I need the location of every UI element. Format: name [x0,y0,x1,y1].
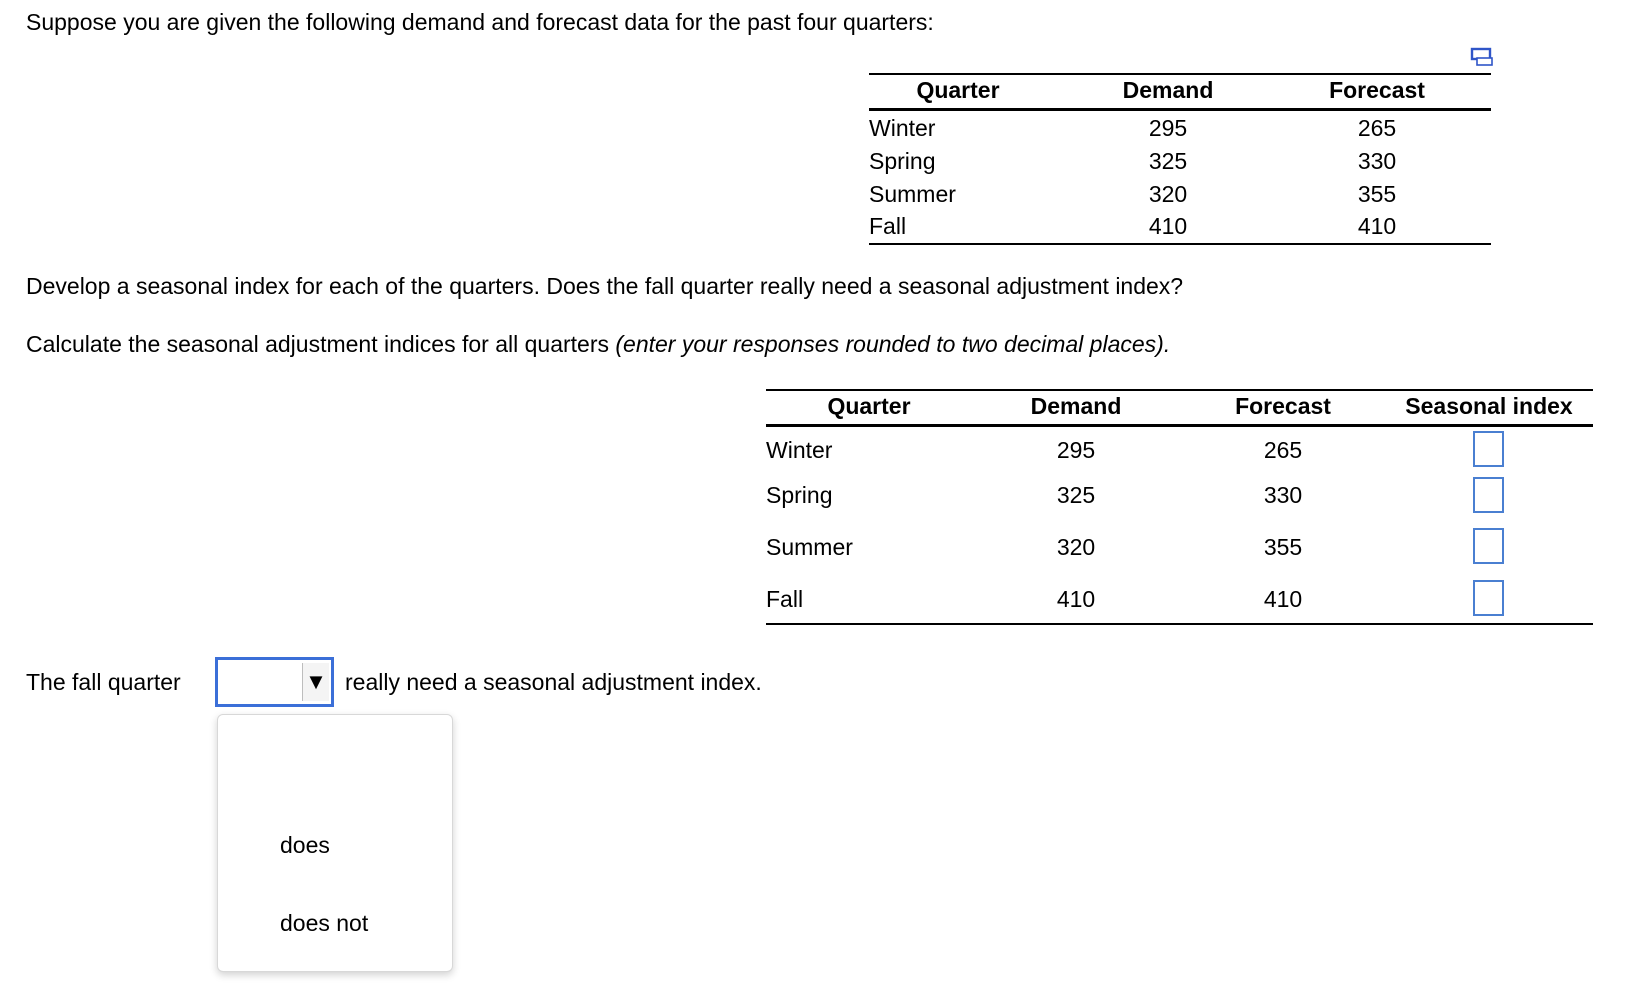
copy-table-icon[interactable] [1470,45,1494,69]
option-does[interactable]: does [280,832,330,858]
answer-header-demand: Demand [1030,393,1122,419]
answer-header-seasonal-index: Seasonal index [1405,393,1573,419]
given-header-forecast: Forecast [1329,77,1425,103]
answer-header-quarter: Quarter [827,393,911,419]
seasonal-index-input-spring[interactable] [1473,477,1504,513]
instruction-main: Calculate the seasonal adjustment indices for all quarters [26,331,616,357]
intro-text: Suppose you are given the following demand and forecast data for the past four quarters: [26,9,934,35]
fall-sentence-end: really need a seasonal adjustment index. [345,669,762,695]
given-data-table: Quarter Demand Forecast Winter 295 265 Spring 325 330 Summer 320 355 Fall 410 410 [869,73,1491,243]
option-does-not[interactable]: does not [280,910,369,936]
triangle-down-icon[interactable]: ▼ [302,663,329,701]
seasonal-index-table: Quarter Demand Forecast Seasonal index Winter 295 265 Spring 325 330 Summer 320 355 Fall 410 410 [766,389,1593,625]
does-select-dropdown[interactable] [215,657,334,707]
seasonal-index-input-fall[interactable] [1473,580,1504,616]
dropdown-menu [217,714,453,972]
question-text: Develop a seasonal index for each of the quarters. Does the fall quarter really need a seasonal adjustment index? [26,273,1184,299]
seasonal-index-input-summer[interactable] [1473,528,1504,564]
given-header-demand: Demand [1122,77,1214,103]
given-header-quarter: Quarter [916,77,1000,103]
answer-header-forecast: Forecast [1235,393,1331,419]
fall-sentence-start: The fall quarter [26,669,181,695]
instruction-note: (enter your responses rounded to two decimal places). [615,331,1171,357]
instruction-text [26,330,1170,358]
seasonal-index-input-winter[interactable] [1473,431,1504,467]
